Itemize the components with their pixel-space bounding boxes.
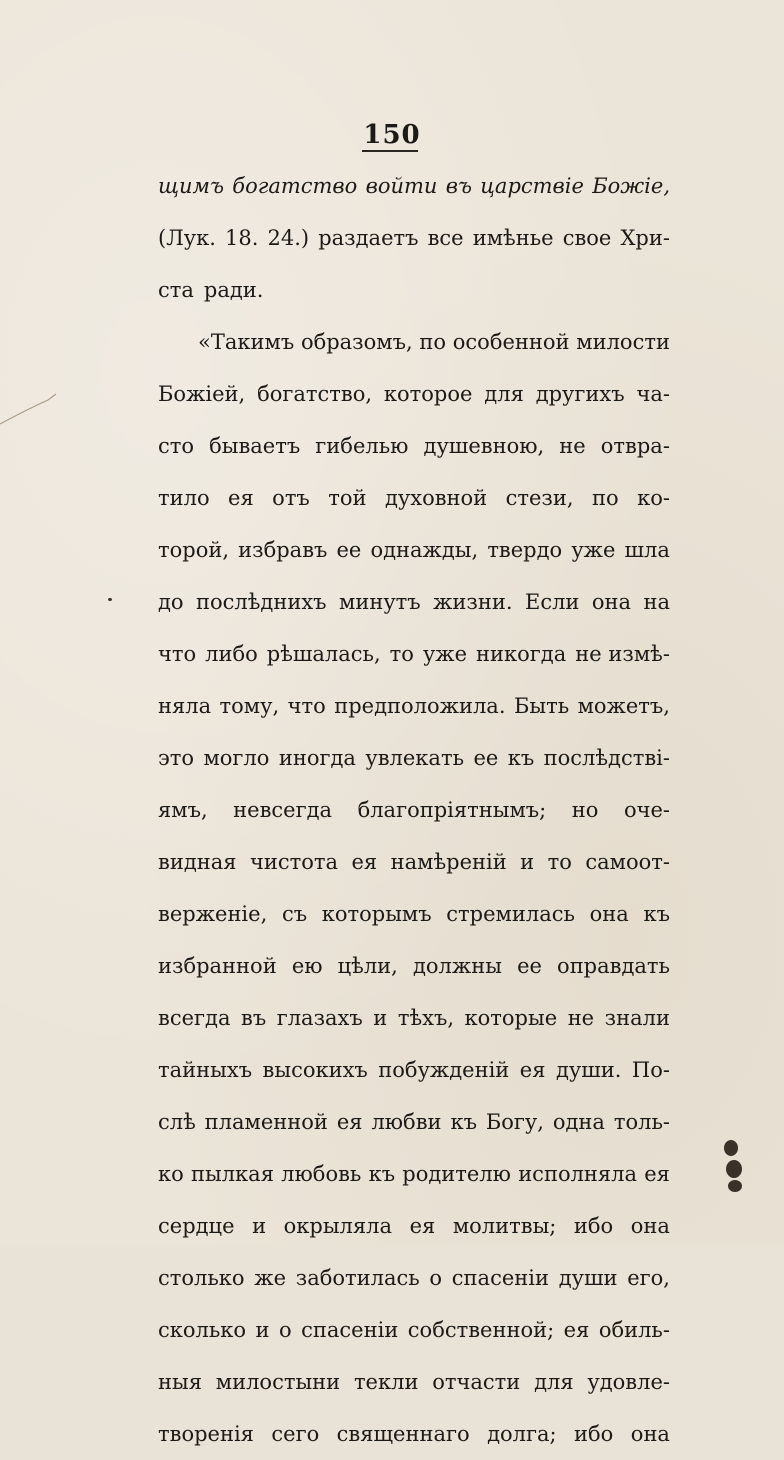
text-line	[158, 992, 670, 1044]
word: отвра-	[600, 434, 670, 458]
word: это	[158, 746, 195, 770]
word: видная	[158, 850, 237, 874]
word: уже	[422, 642, 468, 666]
word: сколько	[158, 1318, 247, 1342]
word: По-	[631, 1058, 670, 1082]
text-line	[158, 1200, 670, 1252]
word: должны	[412, 954, 502, 978]
word: сто	[158, 434, 195, 458]
word: она	[591, 590, 632, 614]
text-line	[158, 732, 670, 784]
word: няла	[158, 694, 212, 718]
word: ее	[517, 954, 542, 978]
page-number-underline	[362, 150, 418, 152]
word: сердце	[158, 1214, 235, 1238]
word: же	[254, 1266, 287, 1290]
text-line	[158, 576, 670, 628]
text-line	[158, 524, 670, 576]
word: торой,	[158, 538, 230, 562]
word: чистота	[249, 850, 339, 874]
paper-crease-mark	[0, 380, 70, 430]
word: къ	[450, 1110, 477, 1134]
word: духовной	[384, 486, 488, 510]
word: но	[571, 798, 599, 822]
word: ныя	[158, 1370, 202, 1394]
word: Хри-	[620, 226, 670, 250]
word: одна	[552, 1110, 605, 1134]
word: минутъ	[339, 590, 421, 614]
text-line	[158, 316, 670, 368]
word: къ	[507, 746, 535, 770]
word: ибо	[574, 1422, 614, 1446]
word: высокихъ	[262, 1058, 368, 1082]
word: не измѣ-	[575, 642, 670, 666]
text-line	[158, 420, 670, 472]
word: она	[630, 1422, 670, 1446]
word: тило	[158, 486, 210, 510]
word: ея	[409, 1214, 436, 1238]
text-line	[158, 1148, 670, 1200]
word: и	[252, 1214, 267, 1238]
word: спасеніи	[301, 1318, 399, 1342]
text-line	[158, 472, 670, 524]
word: стези,	[505, 486, 574, 510]
word: все	[427, 226, 464, 250]
word: однажды,	[370, 538, 479, 562]
word: уже	[571, 538, 616, 562]
word: ея	[351, 850, 378, 874]
word: которое	[383, 382, 473, 406]
word: можетъ,	[577, 694, 670, 718]
word: ея	[228, 486, 254, 510]
word: и	[520, 850, 535, 874]
word: ея	[519, 1058, 546, 1082]
page-number: 150	[363, 120, 421, 150]
word: пламенной	[204, 1110, 328, 1134]
word: ста	[158, 278, 194, 302]
word: то	[547, 850, 572, 874]
word: долга;	[487, 1422, 557, 1446]
word: твердо	[487, 538, 563, 562]
word: окрыляла	[283, 1214, 392, 1238]
word: душевною,	[423, 434, 545, 458]
text-line	[158, 888, 670, 940]
word: рѣшалась,	[266, 642, 381, 666]
word: избравъ	[238, 538, 328, 562]
word: побужденій	[378, 1058, 510, 1082]
text-line	[158, 784, 670, 836]
ink-spot	[724, 1140, 738, 1156]
word: тайныхъ	[158, 1058, 253, 1082]
word: души	[558, 1266, 618, 1290]
word: верженіе,	[158, 902, 268, 926]
word: щимъ	[158, 174, 224, 198]
word: всегда	[158, 1006, 231, 1030]
text-line	[158, 628, 670, 680]
word: о	[429, 1266, 443, 1290]
word: намѣреній	[390, 850, 507, 874]
word: столько	[158, 1266, 245, 1290]
word: стремилась	[446, 902, 575, 926]
text-line	[158, 1252, 670, 1304]
word: Божіей,	[158, 382, 246, 406]
word: до	[158, 590, 184, 614]
ink-spot	[728, 1180, 742, 1192]
word: которымъ	[321, 902, 432, 926]
ink-speck	[108, 598, 112, 601]
word: ея	[563, 1318, 590, 1342]
text-line	[158, 1044, 670, 1096]
word: невсегда	[233, 798, 333, 822]
word: что	[287, 694, 326, 718]
word: въ	[445, 174, 472, 198]
text-line	[158, 940, 670, 992]
word: царствіе	[480, 174, 584, 198]
word: увлекать	[365, 746, 465, 770]
word: знали	[604, 1006, 670, 1030]
body-text	[158, 160, 670, 1460]
word: въ	[241, 1006, 267, 1030]
word: послѣднихъ	[196, 590, 327, 614]
word: жизни.	[433, 590, 513, 614]
word: молитвы;	[452, 1214, 557, 1238]
word: ею	[291, 954, 323, 978]
word: послѣдстві-	[543, 746, 670, 770]
word: исполняла	[518, 1162, 638, 1186]
word: что	[158, 642, 197, 666]
word: любовь	[281, 1162, 362, 1186]
word: толь-	[613, 1110, 670, 1134]
word: родителю	[402, 1162, 511, 1186]
word: другихъ	[535, 382, 625, 406]
word: 18.	[224, 226, 259, 250]
word: пылкая	[191, 1162, 274, 1186]
word: она	[589, 902, 629, 926]
text-line	[158, 680, 670, 732]
text-line	[158, 368, 670, 420]
word: ее	[336, 538, 362, 562]
word: войти	[365, 174, 438, 198]
word: той	[328, 486, 367, 510]
word: гибелью	[315, 434, 409, 458]
word: по	[591, 486, 619, 510]
word: богатство	[232, 174, 358, 198]
text-line	[158, 1096, 670, 1148]
word: на	[643, 590, 670, 614]
word: ее	[473, 746, 499, 770]
word: Быть	[513, 694, 570, 718]
text-line	[158, 1408, 670, 1460]
word: цѣли,	[337, 954, 398, 978]
word: предположила.	[334, 694, 506, 718]
word: Если	[524, 590, 580, 614]
word: ямъ,	[158, 798, 208, 822]
word: собственной;	[407, 1318, 555, 1342]
word: текли	[353, 1370, 419, 1394]
word: то	[389, 642, 414, 666]
word: ибо	[573, 1214, 614, 1238]
word: любви	[371, 1110, 442, 1134]
word: шла	[624, 538, 670, 562]
word: о	[279, 1318, 292, 1342]
word: 24.)	[267, 226, 310, 250]
word: къ	[368, 1162, 396, 1186]
word: сего	[271, 1422, 320, 1446]
word: либо	[205, 642, 258, 666]
word: бываетъ	[209, 434, 301, 458]
word: ча-	[636, 382, 670, 406]
word: священнаго	[336, 1422, 470, 1446]
word: спасеніи	[451, 1266, 549, 1290]
word: слѣ	[158, 1110, 196, 1134]
word: свое	[562, 226, 612, 250]
word: милостыни	[215, 1370, 341, 1394]
word: творенія	[158, 1422, 254, 1446]
word: Божіе,	[592, 174, 670, 198]
word: тѣхъ,	[397, 1006, 454, 1030]
text-line	[158, 160, 670, 212]
word: образомъ,	[300, 330, 413, 354]
text-line	[158, 1304, 670, 1356]
word: для	[484, 382, 524, 406]
word: его,	[627, 1266, 670, 1290]
word: избранной	[158, 954, 277, 978]
text-line	[158, 836, 670, 888]
ink-spot	[726, 1160, 742, 1178]
word: которые	[464, 1006, 558, 1030]
word: удовле-	[587, 1370, 670, 1394]
word: по	[419, 330, 447, 354]
word: отъ	[272, 486, 310, 510]
word: ради.	[203, 278, 264, 302]
word: для	[534, 1370, 574, 1394]
text-line	[158, 264, 670, 316]
word: ея	[644, 1162, 670, 1186]
text-line	[158, 212, 670, 264]
word: раздаетъ	[318, 226, 419, 250]
word: не	[567, 1006, 595, 1030]
word: ко-	[637, 486, 670, 510]
word: ея	[336, 1110, 363, 1134]
word: оче-	[623, 798, 670, 822]
word: не	[559, 434, 586, 458]
word: души.	[555, 1058, 622, 1082]
word: особенной	[452, 330, 570, 354]
word: могло	[203, 746, 270, 770]
word: глазахъ	[276, 1006, 363, 1030]
word: Богу,	[485, 1110, 544, 1134]
word: самоот-	[585, 850, 670, 874]
word: (Лук.	[158, 226, 216, 250]
word: никогда	[476, 642, 567, 666]
word: благопріятнымъ;	[357, 798, 547, 822]
word: тому,	[219, 694, 280, 718]
word: милости	[576, 330, 670, 354]
word: къ	[643, 902, 670, 926]
word: обиль-	[598, 1318, 670, 1342]
word: она	[630, 1214, 670, 1238]
word: имѣнье	[472, 226, 554, 250]
word: богатство,	[257, 382, 373, 406]
word: заботилась	[295, 1266, 420, 1290]
word: иногда	[278, 746, 356, 770]
word: «Такимъ	[198, 330, 295, 354]
word: ко	[158, 1162, 184, 1186]
text-line	[158, 1356, 670, 1408]
word: съ	[281, 902, 308, 926]
word: и	[255, 1318, 270, 1342]
word: и	[373, 1006, 388, 1030]
word: отчасти	[432, 1370, 521, 1394]
word: оправдать	[557, 954, 670, 978]
